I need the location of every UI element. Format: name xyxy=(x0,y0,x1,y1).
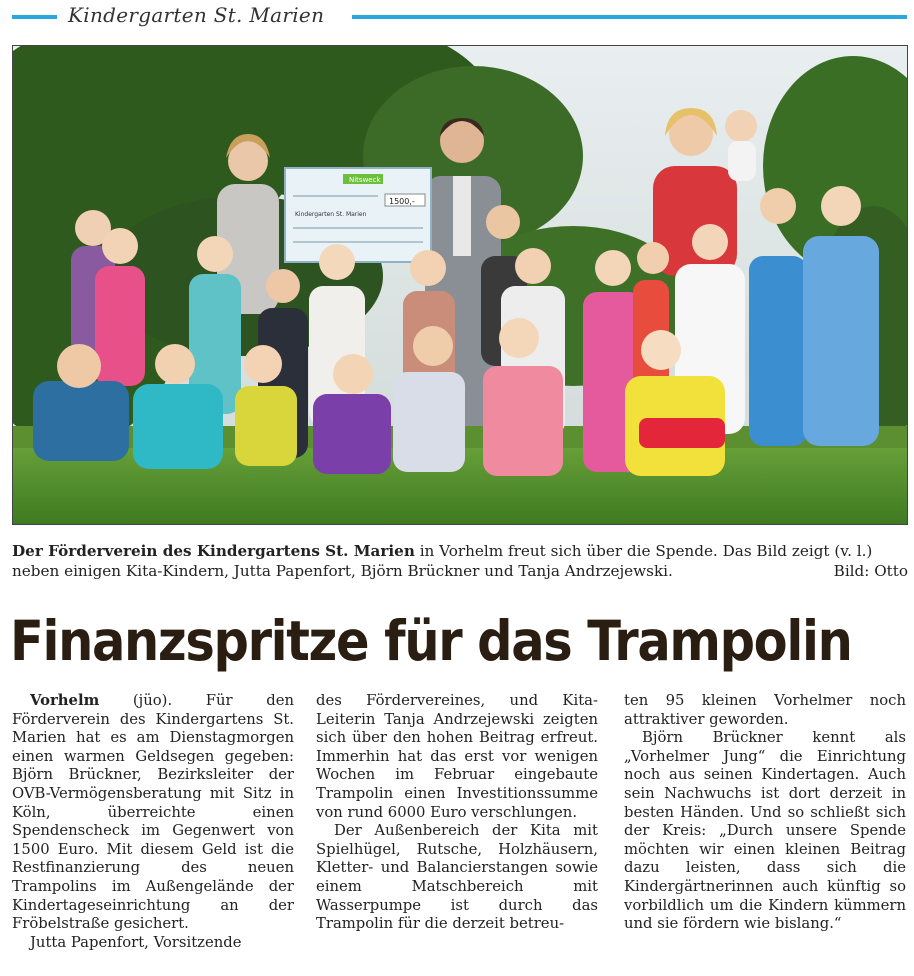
paragraph: Björn Brückner kennt als „Vorhelmer Jung“ die Einrichtung noch aus seinen Kindertagen. Auch sein Nachwuchs ist dort derzeit in besten Händen. Und so schließt sich der Kreis: „Durch unsere Spende möchten wir einen kleinen Beitrag dazu leisten, dass sich die Kindergärtnerinnen auch künftig so vorbildlich um die Kindern kümmern und sie fördern wie bislang.“ xyxy=(624,729,906,933)
dateline: Vorhelm xyxy=(30,692,100,709)
caption-bold-lead: Der Förderverein des Kindergartens St. Marien xyxy=(12,542,415,560)
paragraph: des Fördervereines, und Kita-Leiterin Tanja Andrzejewski zeigten sich über den hohen Beitrag erfreut. Immerhin hat das erst vor wenigen Wochen im Februar eingebaute Trampolin einen Investitionssumme von rund 6000 Euro verschlungen. xyxy=(316,692,598,821)
paragraph: ten 95 kleinen Vorhelmer noch attraktiver geworden. xyxy=(624,692,906,728)
caption-line-2-text: neben einigen Kita-Kindern, Jutta Papenfort, Björn Brückner und Tanja Andrzejewski. xyxy=(12,562,673,580)
check-brand: Nitsweck xyxy=(349,176,381,184)
article-photo xyxy=(12,45,908,525)
section-header xyxy=(12,0,907,34)
donation-check xyxy=(285,168,431,262)
paragraph-text: (jüo). Für den Förderverein des Kindergartens St. Marien hat es am Dienstagmorgen einen warmen Geldsegen gegeben: Björn Brückner, Bezirksleiter der OVB-Vermögensberatung mit Sitz in Köln, überreichte einen Spendenscheck im Gegenwert von 1500 Euro. Mit diesem Geld ist die Restfinanzierung des neuen Trampolins im Außengelände der Kindertageseinrichtung an der Fröbelstraße gesichert. xyxy=(12,692,294,933)
article-column-1 xyxy=(12,692,294,952)
check-amount: 1500,- xyxy=(389,197,415,206)
check-recipient: Kindergarten St. Marien xyxy=(295,211,367,218)
paragraph: Jutta Papenfort, Vorsitzende xyxy=(30,933,242,951)
group-photo-illustration xyxy=(13,46,907,524)
section-rule-left xyxy=(12,15,57,19)
photo-caption xyxy=(12,541,908,581)
paragraph xyxy=(12,692,294,934)
caption-line-1 xyxy=(12,541,908,561)
article-body xyxy=(12,692,908,976)
article-column-2 xyxy=(316,692,598,934)
section-rule-right xyxy=(352,15,907,19)
article-headline: Finanzspritze für das Trampolin xyxy=(10,609,852,673)
photo-credit: Bild: Otto xyxy=(833,562,908,580)
section-title: Kindergarten St. Marien xyxy=(68,3,325,27)
caption-line-1-rest: in Vorhelm freut sich über die Spende. Das Bild zeigt (v. l.) xyxy=(414,542,873,560)
caption-line-2 xyxy=(12,561,908,581)
article-column-3 xyxy=(624,692,906,934)
paragraph: Der Außenbereich der Kita mit Spielhügel, Rutsche, Holzhäusern, Kletter- und Balancierstangen sowie einem Matschbereich mit Wasserpumpe ist durch das Trampolin für die derzeit betreu- xyxy=(316,822,598,933)
